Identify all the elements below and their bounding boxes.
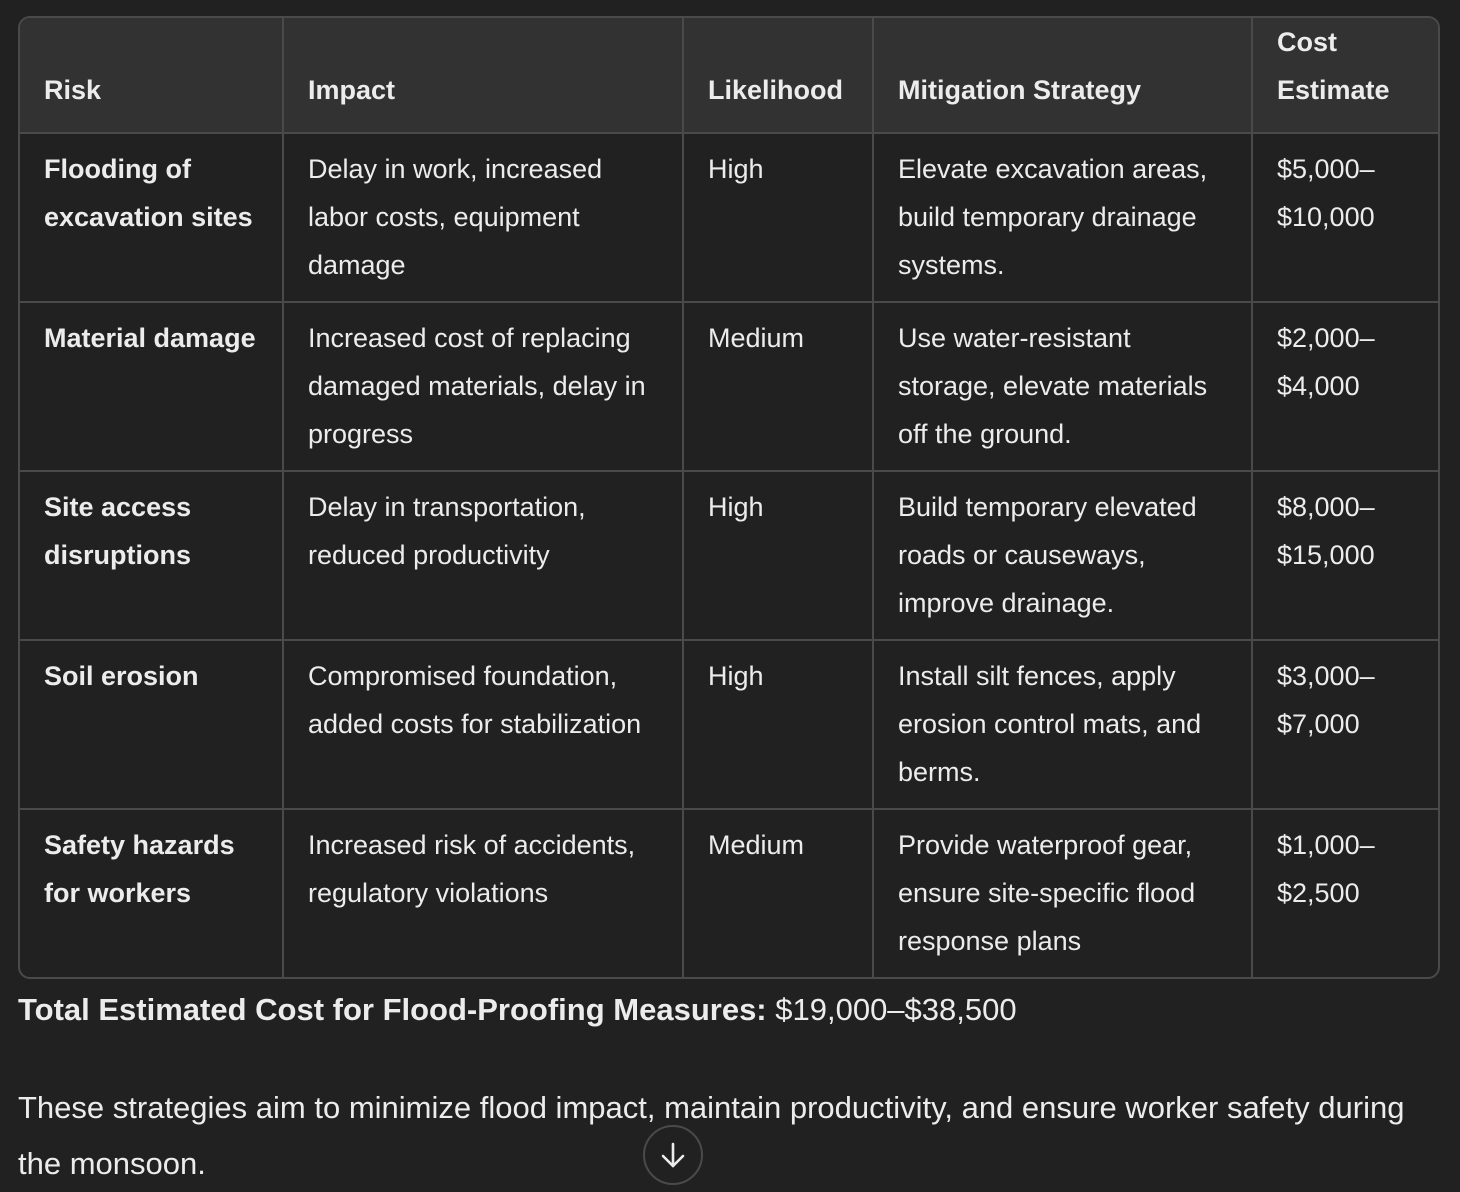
cell-cost: $8,000–$15,000 — [1252, 471, 1438, 640]
total-cost-line — [18, 988, 1017, 1032]
cell-risk: Material damage — [20, 302, 283, 471]
cell-likelihood: Medium — [683, 809, 873, 977]
risk-table-container — [18, 16, 1440, 979]
table-body — [20, 133, 1438, 977]
table-row — [20, 809, 1438, 977]
cell-risk: Site access disruptions — [20, 471, 283, 640]
table-row — [20, 640, 1438, 809]
cell-impact: Delay in transportation, reduced productivity — [283, 471, 683, 640]
cell-likelihood: Medium — [683, 302, 873, 471]
scroll-to-bottom-button[interactable] — [643, 1125, 703, 1185]
cell-impact: Increased cost of replacing damaged materials, delay in progress — [283, 302, 683, 471]
risk-table — [20, 18, 1438, 977]
cell-mitigation: Build temporary elevated roads or causeways, improve drainage. — [873, 471, 1252, 640]
header-impact: Impact — [283, 18, 683, 133]
table-row — [20, 471, 1438, 640]
cell-cost: $2,000–$4,000 — [1252, 302, 1438, 471]
table-header — [20, 18, 1438, 133]
cell-impact: Increased risk of accidents, regulatory violations — [283, 809, 683, 977]
header-mitigation: Mitigation Strategy — [873, 18, 1252, 133]
table-row — [20, 133, 1438, 302]
arrow-down-icon — [660, 1141, 686, 1169]
cell-cost: $3,000–$7,000 — [1252, 640, 1438, 809]
cell-mitigation: Elevate excavation areas, build temporary drainage systems. — [873, 133, 1252, 302]
cell-risk: Flooding of excavation sites — [20, 133, 283, 302]
header-cost: Cost Estimate — [1252, 18, 1438, 133]
header-risk: Risk — [20, 18, 283, 133]
total-cost-value: $19,000–$38,500 — [766, 992, 1017, 1027]
cell-mitigation: Install silt fences, apply erosion control mats, and berms. — [873, 640, 1252, 809]
cell-impact: Compromised foundation, added costs for stabilization — [283, 640, 683, 809]
cell-likelihood: High — [683, 471, 873, 640]
cell-risk: Safety hazards for workers — [20, 809, 283, 977]
header-likelihood: Likelihood — [683, 18, 873, 133]
cell-mitigation: Use water-resistant storage, elevate materials off the ground. — [873, 302, 1252, 471]
cell-impact: Delay in work, increased labor costs, equipment damage — [283, 133, 683, 302]
cell-mitigation: Provide waterproof gear, ensure site-specific flood response plans — [873, 809, 1252, 977]
cell-likelihood: High — [683, 133, 873, 302]
cell-cost: $1,000–$2,500 — [1277, 830, 1375, 908]
total-cost-label: Total Estimated Cost for Flood-Proofing Measures: — [18, 992, 767, 1027]
table-header-row — [20, 18, 1438, 133]
cell-cost: $5,000–$10,000 — [1252, 133, 1438, 302]
closing-paragraph: These strategies aim to minimize flood impact, maintain productivity, and ensure worker safety during the monsoon. — [18, 1090, 1405, 1181]
table-row — [20, 302, 1438, 471]
cell-likelihood: High — [683, 640, 873, 809]
cell-risk: Soil erosion — [20, 640, 283, 809]
